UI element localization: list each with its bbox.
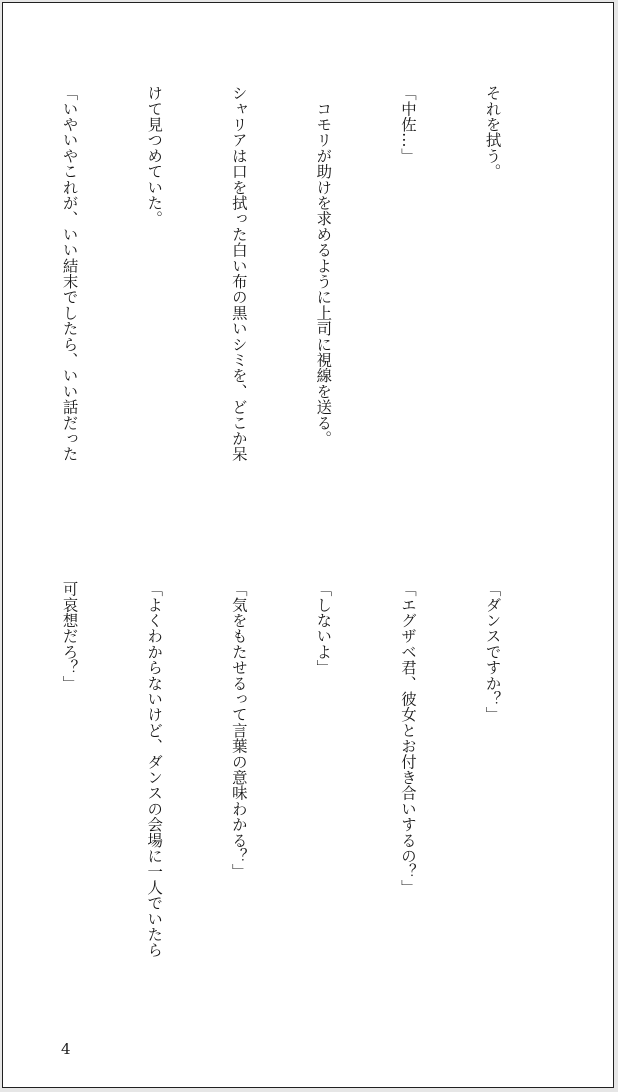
top-text-block [2,85,563,537]
text-line: 「いやいやこれが、いい結末でしたら、いい話だった [60,85,79,462]
bottom-text-block [2,581,563,1033]
text-line: 「中佐…」 [398,85,417,164]
text-line: シャリアは口を拭った白い布の黒いシミを、どこか呆 [229,85,248,462]
text-line: 「よくわからないけど、ダンスの会場に一人でいたら [145,581,164,958]
book-page [2,2,614,1088]
text-line: 「気をもたせるって言葉の意味わかる？」 [229,581,248,880]
text-line: 「エグザベ君、彼女とお付き合いするの？」 [398,581,417,895]
page-number: 4 [61,1040,71,1058]
text-line: 可哀想だろ？」 [60,581,79,691]
text-line: けて見つめていた。 [145,85,164,227]
text-line: 「しないよ」 [314,581,333,676]
text-line: コモリが助けを求めるように上司に視線を送る。 [314,85,333,447]
text-line: それを拭う。 [483,85,502,180]
text-line: 「ダンスですか？」 [483,581,502,723]
